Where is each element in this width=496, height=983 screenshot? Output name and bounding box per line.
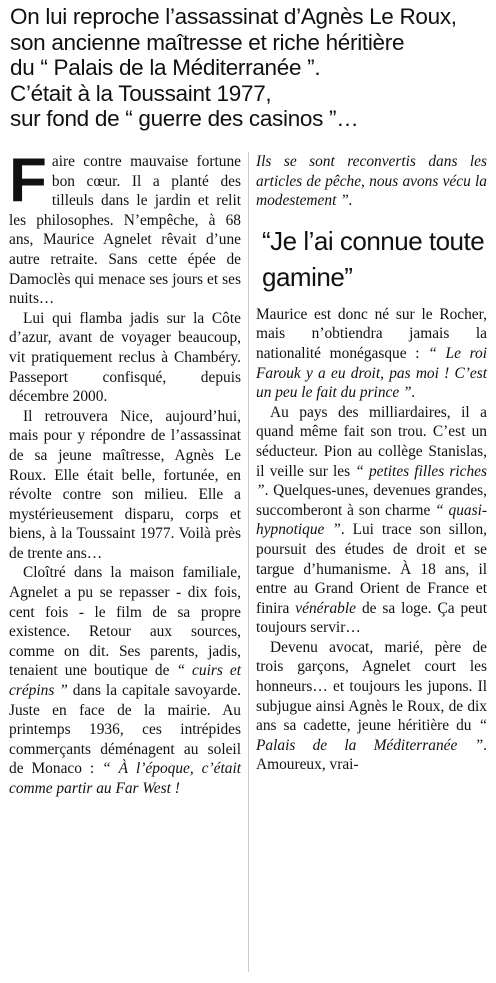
paragraph: Il retrouvera Nice, aujourd’hui, mais pour y répondre de l’assassinat de sa jeune maîtresse, Agnès Le Roux. Elle était belle, fortunée, en révolte contre son milieu. Elle a mystérieusement disparu, corps et biens, à la Toussaint 1977. Voilà près de trente ans… bbox=[9, 407, 241, 562]
subheading: “Je l’ai connue toute gamine” bbox=[262, 225, 485, 292]
paragraph bbox=[9, 563, 241, 798]
column-divider bbox=[248, 152, 249, 972]
quote-text: “ Le roi Farouk y a eu droit, pas moi ! C’est un peu le fait du prince ”. bbox=[256, 344, 487, 402]
deck-line: du “ Palais de la Méditerranée ”. bbox=[10, 55, 321, 80]
quote-text: “ petites filles riches ” bbox=[256, 462, 487, 500]
paragraph: Ils se sont reconvertis dans les articles de pêche, nous avons vécu la modestement ”. bbox=[256, 153, 487, 210]
paragraph bbox=[9, 146, 241, 309]
deck-line: sur fond de “ guerre des casinos ”… bbox=[10, 106, 359, 131]
quote-text: vénérable bbox=[295, 599, 356, 617]
paragraph-text: . Quelques-unes, devenues grandes, succomberont à son charme bbox=[256, 482, 487, 519]
paragraph bbox=[256, 403, 487, 638]
right-column bbox=[256, 152, 487, 775]
paragraph-text: aire contre mauvaise fortune bon cœur. Il a planté des tilleuls dans le jardin et relit les philosophes. N’empêche, à 68 ans, Maurice Agnelet rêvait d’une autre retraite. Sans cette épée de Damoclès qui menace ses jours et ses nuits… bbox=[9, 153, 241, 308]
paragraph-text: Cloîtré dans la maison familiale, Agnelet a pu se repasser - dix fois, cent fois - le film de sa propre existence. Retour aux sources, comme on dit. Ses parents, jadis, tenaient une boutique de bbox=[9, 564, 241, 680]
paragraph: Lui qui flamba jadis sur la Côte d’azur, avant de voyager beaucoup, vit pratiquement reclus à Chambéry. Passeport confisqué, depuis décembre 2000. bbox=[9, 309, 241, 406]
paragraph bbox=[256, 638, 487, 775]
deck-line: On lui reproche l’assassinat d’Agnès Le Roux, bbox=[10, 4, 457, 29]
quote-text: “ Palais de la Méditerranée ” bbox=[256, 717, 487, 754]
quote-text: “ quasi-hypnotique ” bbox=[256, 501, 487, 539]
paragraph-text: Devenu avocat, marié, père de trois garçons, Agnelet court les honneurs… et toujours les jupons. Il subjugue ainsi Agnès le Roux, de dix ans sa cadette, jeune héritière du bbox=[256, 638, 487, 735]
paragraph-text: Au pays des milliardaires, il a quand même fait son trou. C’est un séducteur. Pion au collège Stanislas, il veille sur les bbox=[256, 403, 487, 480]
paragraph-text: . Amoureux, vrai- bbox=[256, 736, 487, 774]
left-column bbox=[9, 146, 241, 799]
drop-cap: F bbox=[9, 146, 47, 215]
paragraph-text: Maurice est donc né sur le Rocher, mais n’obtiendra jamais la nationalité monégasque : bbox=[256, 305, 487, 362]
deck-line: son ancienne maîtresse et riche héritière bbox=[10, 29, 405, 55]
article-deck bbox=[10, 4, 490, 132]
paragraph-text: de sa loge. Ça peut toujours servir… bbox=[256, 599, 487, 637]
paragraph-text: dans la capitale savoyarde. Juste en face de la mairie. Au printemps 1936, ces intrépides commerçants déménagent au soleil de Monaco : bbox=[9, 682, 241, 778]
paragraph-text: . Lui trace son sillon, poursuit des études de droit et se targue d’humanisme. À 18 ans, il entre au Grand Orient de France et finira bbox=[256, 521, 487, 617]
quote-text: “ À l’époque, c’était comme partir au Far West ! bbox=[9, 760, 241, 797]
deck-line: C’était à la Toussaint 1977, bbox=[10, 80, 272, 106]
quote-text: “ cuirs et crépins ” bbox=[9, 662, 241, 700]
paragraph bbox=[256, 305, 487, 403]
